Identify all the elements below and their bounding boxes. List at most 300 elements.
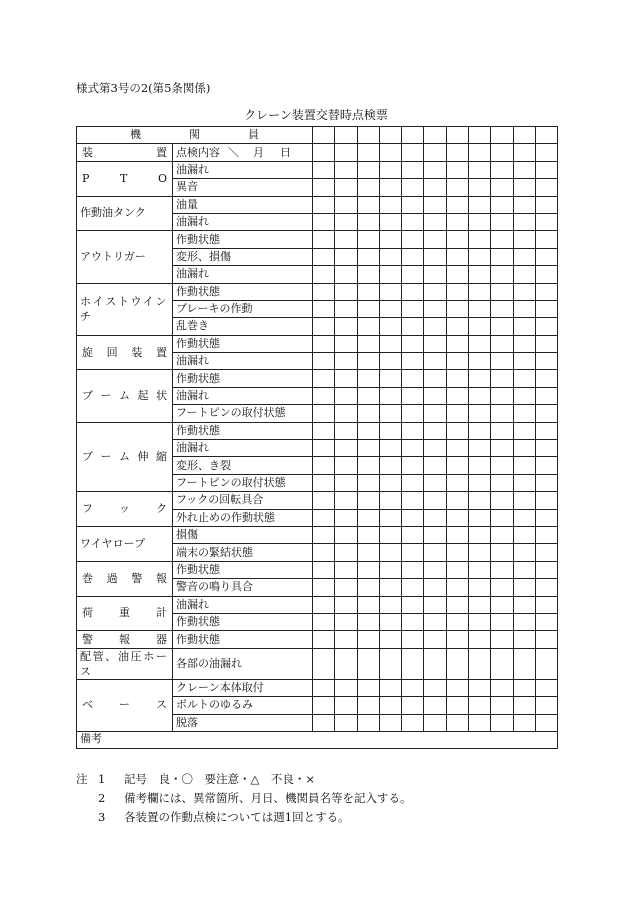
check-cell[interactable] <box>513 300 535 317</box>
check-cell[interactable] <box>491 335 513 352</box>
check-cell[interactable] <box>535 544 557 561</box>
check-cell[interactable] <box>402 457 424 474</box>
check-cell[interactable] <box>513 335 535 352</box>
check-cell[interactable] <box>446 561 468 578</box>
check-cell[interactable] <box>379 440 401 457</box>
check-cell[interactable] <box>424 544 446 561</box>
check-cell[interactable] <box>402 196 424 213</box>
check-cell[interactable] <box>402 318 424 335</box>
check-cell[interactable] <box>424 440 446 457</box>
check-cell[interactable] <box>313 613 335 630</box>
check-cell[interactable] <box>513 596 535 613</box>
check-cell[interactable] <box>335 422 357 439</box>
check-cell[interactable] <box>513 474 535 491</box>
check-cell[interactable] <box>357 596 379 613</box>
check-cell[interactable] <box>379 353 401 370</box>
check-cell[interactable] <box>313 318 335 335</box>
check-cell[interactable] <box>491 387 513 404</box>
check-cell[interactable] <box>446 179 468 196</box>
check-cell[interactable] <box>469 266 491 283</box>
check-cell[interactable] <box>446 648 468 679</box>
check-cell[interactable] <box>379 300 401 317</box>
check-cell[interactable] <box>469 631 491 648</box>
check-cell[interactable] <box>491 596 513 613</box>
check-cell[interactable] <box>402 440 424 457</box>
check-cell[interactable] <box>535 127 557 144</box>
check-cell[interactable] <box>446 544 468 561</box>
check-cell[interactable] <box>335 697 357 714</box>
check-cell[interactable] <box>335 509 357 526</box>
check-cell[interactable] <box>513 526 535 543</box>
check-cell[interactable] <box>513 387 535 404</box>
check-cell[interactable] <box>491 353 513 370</box>
check-cell[interactable] <box>535 335 557 352</box>
check-cell[interactable] <box>402 544 424 561</box>
check-cell[interactable] <box>357 492 379 509</box>
check-cell[interactable] <box>335 457 357 474</box>
check-cell[interactable] <box>379 613 401 630</box>
check-cell[interactable] <box>424 213 446 230</box>
check-cell[interactable] <box>335 596 357 613</box>
check-cell[interactable] <box>446 422 468 439</box>
check-cell[interactable] <box>491 213 513 230</box>
check-cell[interactable] <box>535 283 557 300</box>
check-cell[interactable] <box>357 697 379 714</box>
check-cell[interactable] <box>491 474 513 491</box>
check-cell[interactable] <box>357 266 379 283</box>
check-cell[interactable] <box>402 679 424 696</box>
check-cell[interactable] <box>402 266 424 283</box>
check-cell[interactable] <box>491 161 513 178</box>
check-cell[interactable] <box>513 679 535 696</box>
check-cell[interactable] <box>491 405 513 422</box>
check-cell[interactable] <box>446 231 468 248</box>
check-cell[interactable] <box>535 440 557 457</box>
check-cell[interactable] <box>335 353 357 370</box>
check-cell[interactable] <box>469 370 491 387</box>
check-cell[interactable] <box>313 544 335 561</box>
check-cell[interactable] <box>402 492 424 509</box>
check-cell[interactable] <box>335 196 357 213</box>
check-cell[interactable] <box>535 231 557 248</box>
check-cell[interactable] <box>446 679 468 696</box>
check-cell[interactable] <box>313 370 335 387</box>
check-cell[interactable] <box>424 561 446 578</box>
check-cell[interactable] <box>446 492 468 509</box>
check-cell[interactable] <box>446 144 468 161</box>
check-cell[interactable] <box>513 318 535 335</box>
check-cell[interactable] <box>535 561 557 578</box>
check-cell[interactable] <box>424 161 446 178</box>
check-cell[interactable] <box>491 697 513 714</box>
check-cell[interactable] <box>357 213 379 230</box>
check-cell[interactable] <box>357 144 379 161</box>
check-cell[interactable] <box>379 631 401 648</box>
check-cell[interactable] <box>424 196 446 213</box>
check-cell[interactable] <box>491 422 513 439</box>
check-cell[interactable] <box>379 161 401 178</box>
check-cell[interactable] <box>513 196 535 213</box>
check-cell[interactable] <box>491 318 513 335</box>
check-cell[interactable] <box>513 509 535 526</box>
check-cell[interactable] <box>357 679 379 696</box>
check-cell[interactable] <box>335 440 357 457</box>
check-cell[interactable] <box>535 631 557 648</box>
check-cell[interactable] <box>402 714 424 731</box>
check-cell[interactable] <box>513 492 535 509</box>
check-cell[interactable] <box>491 648 513 679</box>
check-cell[interactable] <box>402 335 424 352</box>
check-cell[interactable] <box>446 266 468 283</box>
check-cell[interactable] <box>535 526 557 543</box>
check-cell[interactable] <box>446 283 468 300</box>
check-cell[interactable] <box>469 248 491 265</box>
check-cell[interactable] <box>446 318 468 335</box>
check-cell[interactable] <box>491 544 513 561</box>
check-cell[interactable] <box>424 526 446 543</box>
check-cell[interactable] <box>469 231 491 248</box>
check-cell[interactable] <box>491 714 513 731</box>
check-cell[interactable] <box>357 283 379 300</box>
check-cell[interactable] <box>424 492 446 509</box>
check-cell[interactable] <box>535 492 557 509</box>
check-cell[interactable] <box>513 440 535 457</box>
check-cell[interactable] <box>379 526 401 543</box>
check-cell[interactable] <box>335 231 357 248</box>
check-cell[interactable] <box>535 679 557 696</box>
check-cell[interactable] <box>446 457 468 474</box>
check-cell[interactable] <box>469 544 491 561</box>
check-cell[interactable] <box>513 248 535 265</box>
check-cell[interactable] <box>335 474 357 491</box>
check-cell[interactable] <box>335 648 357 679</box>
check-cell[interactable] <box>357 561 379 578</box>
check-cell[interactable] <box>424 353 446 370</box>
check-cell[interactable] <box>491 440 513 457</box>
check-cell[interactable] <box>379 266 401 283</box>
check-cell[interactable] <box>357 300 379 317</box>
check-cell[interactable] <box>424 231 446 248</box>
check-cell[interactable] <box>379 457 401 474</box>
check-cell[interactable] <box>402 648 424 679</box>
check-cell[interactable] <box>424 679 446 696</box>
check-cell[interactable] <box>491 266 513 283</box>
check-cell[interactable] <box>402 353 424 370</box>
check-cell[interactable] <box>357 179 379 196</box>
check-cell[interactable] <box>513 697 535 714</box>
check-cell[interactable] <box>424 648 446 679</box>
check-cell[interactable] <box>313 561 335 578</box>
check-cell[interactable] <box>313 283 335 300</box>
check-cell[interactable] <box>313 353 335 370</box>
check-cell[interactable] <box>379 714 401 731</box>
check-cell[interactable] <box>491 283 513 300</box>
check-cell[interactable] <box>379 648 401 679</box>
check-cell[interactable] <box>491 679 513 696</box>
check-cell[interactable] <box>335 213 357 230</box>
check-cell[interactable] <box>535 596 557 613</box>
check-cell[interactable] <box>491 127 513 144</box>
check-cell[interactable] <box>424 266 446 283</box>
check-cell[interactable] <box>491 526 513 543</box>
check-cell[interactable] <box>513 613 535 630</box>
check-cell[interactable] <box>535 266 557 283</box>
check-cell[interactable] <box>402 127 424 144</box>
check-cell[interactable] <box>446 440 468 457</box>
check-cell[interactable] <box>357 387 379 404</box>
check-cell[interactable] <box>357 509 379 526</box>
check-cell[interactable] <box>402 283 424 300</box>
check-cell[interactable] <box>357 457 379 474</box>
check-cell[interactable] <box>424 127 446 144</box>
check-cell[interactable] <box>402 179 424 196</box>
check-cell[interactable] <box>379 561 401 578</box>
check-cell[interactable] <box>313 631 335 648</box>
check-cell[interactable] <box>335 561 357 578</box>
check-cell[interactable] <box>446 196 468 213</box>
check-cell[interactable] <box>424 370 446 387</box>
check-cell[interactable] <box>469 196 491 213</box>
check-cell[interactable] <box>469 213 491 230</box>
check-cell[interactable] <box>424 300 446 317</box>
check-cell[interactable] <box>513 648 535 679</box>
check-cell[interactable] <box>535 248 557 265</box>
check-cell[interactable] <box>491 579 513 596</box>
check-cell[interactable] <box>357 248 379 265</box>
check-cell[interactable] <box>424 457 446 474</box>
check-cell[interactable] <box>335 579 357 596</box>
check-cell[interactable] <box>379 370 401 387</box>
check-cell[interactable] <box>535 509 557 526</box>
check-cell[interactable] <box>402 561 424 578</box>
check-cell[interactable] <box>513 561 535 578</box>
check-cell[interactable] <box>491 196 513 213</box>
check-cell[interactable] <box>357 648 379 679</box>
check-cell[interactable] <box>513 544 535 561</box>
check-cell[interactable] <box>335 714 357 731</box>
check-cell[interactable] <box>535 613 557 630</box>
check-cell[interactable] <box>513 283 535 300</box>
check-cell[interactable] <box>357 231 379 248</box>
check-cell[interactable] <box>513 127 535 144</box>
check-cell[interactable] <box>469 613 491 630</box>
check-cell[interactable] <box>379 144 401 161</box>
check-cell[interactable] <box>335 127 357 144</box>
check-cell[interactable] <box>402 596 424 613</box>
check-cell[interactable] <box>357 613 379 630</box>
check-cell[interactable] <box>402 526 424 543</box>
check-cell[interactable] <box>335 318 357 335</box>
check-cell[interactable] <box>491 509 513 526</box>
check-cell[interactable] <box>535 370 557 387</box>
check-cell[interactable] <box>446 474 468 491</box>
check-cell[interactable] <box>379 387 401 404</box>
check-cell[interactable] <box>469 509 491 526</box>
check-cell[interactable] <box>335 266 357 283</box>
check-cell[interactable] <box>402 387 424 404</box>
check-cell[interactable] <box>335 631 357 648</box>
check-cell[interactable] <box>357 631 379 648</box>
check-cell[interactable] <box>446 613 468 630</box>
check-cell[interactable] <box>424 405 446 422</box>
check-cell[interactable] <box>313 213 335 230</box>
check-cell[interactable] <box>424 335 446 352</box>
check-cell[interactable] <box>535 144 557 161</box>
check-cell[interactable] <box>402 422 424 439</box>
check-cell[interactable] <box>469 474 491 491</box>
check-cell[interactable] <box>469 422 491 439</box>
check-cell[interactable] <box>402 161 424 178</box>
check-cell[interactable] <box>469 405 491 422</box>
check-cell[interactable] <box>535 457 557 474</box>
check-cell[interactable] <box>335 179 357 196</box>
check-cell[interactable] <box>379 405 401 422</box>
check-cell[interactable] <box>491 613 513 630</box>
check-cell[interactable] <box>446 387 468 404</box>
check-cell[interactable] <box>446 300 468 317</box>
check-cell[interactable] <box>379 283 401 300</box>
check-cell[interactable] <box>469 161 491 178</box>
check-cell[interactable] <box>469 300 491 317</box>
check-cell[interactable] <box>535 196 557 213</box>
check-cell[interactable] <box>379 179 401 196</box>
check-cell[interactable] <box>313 248 335 265</box>
check-cell[interactable] <box>513 579 535 596</box>
check-cell[interactable] <box>513 161 535 178</box>
check-cell[interactable] <box>379 579 401 596</box>
check-cell[interactable] <box>335 283 357 300</box>
check-cell[interactable] <box>357 526 379 543</box>
check-cell[interactable] <box>402 144 424 161</box>
check-cell[interactable] <box>491 248 513 265</box>
check-cell[interactable] <box>469 335 491 352</box>
check-cell[interactable] <box>469 679 491 696</box>
check-cell[interactable] <box>446 248 468 265</box>
check-cell[interactable] <box>513 231 535 248</box>
check-cell[interactable] <box>535 300 557 317</box>
check-cell[interactable] <box>357 161 379 178</box>
check-cell[interactable] <box>313 127 335 144</box>
check-cell[interactable] <box>469 457 491 474</box>
check-cell[interactable] <box>424 697 446 714</box>
check-cell[interactable] <box>491 457 513 474</box>
check-cell[interactable] <box>446 127 468 144</box>
check-cell[interactable] <box>357 440 379 457</box>
check-cell[interactable] <box>402 370 424 387</box>
check-cell[interactable] <box>357 370 379 387</box>
check-cell[interactable] <box>424 318 446 335</box>
check-cell[interactable] <box>313 231 335 248</box>
check-cell[interactable] <box>446 509 468 526</box>
check-cell[interactable] <box>513 457 535 474</box>
check-cell[interactable] <box>424 613 446 630</box>
check-cell[interactable] <box>513 353 535 370</box>
check-cell[interactable] <box>379 697 401 714</box>
check-cell[interactable] <box>424 144 446 161</box>
check-cell[interactable] <box>535 161 557 178</box>
check-cell[interactable] <box>335 300 357 317</box>
check-cell[interactable] <box>469 283 491 300</box>
check-cell[interactable] <box>446 631 468 648</box>
check-cell[interactable] <box>469 561 491 578</box>
check-cell[interactable] <box>313 440 335 457</box>
check-cell[interactable] <box>469 697 491 714</box>
check-cell[interactable] <box>357 579 379 596</box>
check-cell[interactable] <box>424 714 446 731</box>
check-cell[interactable] <box>402 300 424 317</box>
check-cell[interactable] <box>379 596 401 613</box>
check-cell[interactable] <box>335 370 357 387</box>
check-cell[interactable] <box>335 387 357 404</box>
check-cell[interactable] <box>535 474 557 491</box>
check-cell[interactable] <box>535 422 557 439</box>
check-cell[interactable] <box>357 422 379 439</box>
check-cell[interactable] <box>379 474 401 491</box>
check-cell[interactable] <box>313 300 335 317</box>
check-cell[interactable] <box>379 231 401 248</box>
check-cell[interactable] <box>379 509 401 526</box>
check-cell[interactable] <box>402 697 424 714</box>
check-cell[interactable] <box>446 353 468 370</box>
check-cell[interactable] <box>446 579 468 596</box>
check-cell[interactable] <box>313 492 335 509</box>
check-cell[interactable] <box>446 714 468 731</box>
check-cell[interactable] <box>424 596 446 613</box>
check-cell[interactable] <box>335 526 357 543</box>
check-cell[interactable] <box>535 405 557 422</box>
check-cell[interactable] <box>313 648 335 679</box>
check-cell[interactable] <box>379 127 401 144</box>
check-cell[interactable] <box>313 579 335 596</box>
check-cell[interactable] <box>357 353 379 370</box>
check-cell[interactable] <box>313 266 335 283</box>
check-cell[interactable] <box>313 387 335 404</box>
check-cell[interactable] <box>402 579 424 596</box>
check-cell[interactable] <box>357 318 379 335</box>
check-cell[interactable] <box>513 179 535 196</box>
check-cell[interactable] <box>535 353 557 370</box>
check-cell[interactable] <box>469 579 491 596</box>
check-cell[interactable] <box>469 648 491 679</box>
check-cell[interactable] <box>357 714 379 731</box>
check-cell[interactable] <box>491 631 513 648</box>
check-cell[interactable] <box>357 474 379 491</box>
check-cell[interactable] <box>379 196 401 213</box>
check-cell[interactable] <box>446 405 468 422</box>
check-cell[interactable] <box>446 596 468 613</box>
check-cell[interactable] <box>357 335 379 352</box>
check-cell[interactable] <box>335 613 357 630</box>
check-cell[interactable] <box>535 387 557 404</box>
check-cell[interactable] <box>469 492 491 509</box>
check-cell[interactable] <box>513 422 535 439</box>
check-cell[interactable] <box>491 300 513 317</box>
check-cell[interactable] <box>402 509 424 526</box>
check-cell[interactable] <box>402 474 424 491</box>
check-cell[interactable] <box>513 213 535 230</box>
check-cell[interactable] <box>313 474 335 491</box>
check-cell[interactable] <box>313 596 335 613</box>
check-cell[interactable] <box>469 179 491 196</box>
remarks-field[interactable] <box>77 731 558 748</box>
check-cell[interactable] <box>335 248 357 265</box>
check-cell[interactable] <box>313 526 335 543</box>
check-cell[interactable] <box>402 248 424 265</box>
check-cell[interactable] <box>535 579 557 596</box>
check-cell[interactable] <box>313 697 335 714</box>
check-cell[interactable] <box>313 457 335 474</box>
check-cell[interactable] <box>513 405 535 422</box>
